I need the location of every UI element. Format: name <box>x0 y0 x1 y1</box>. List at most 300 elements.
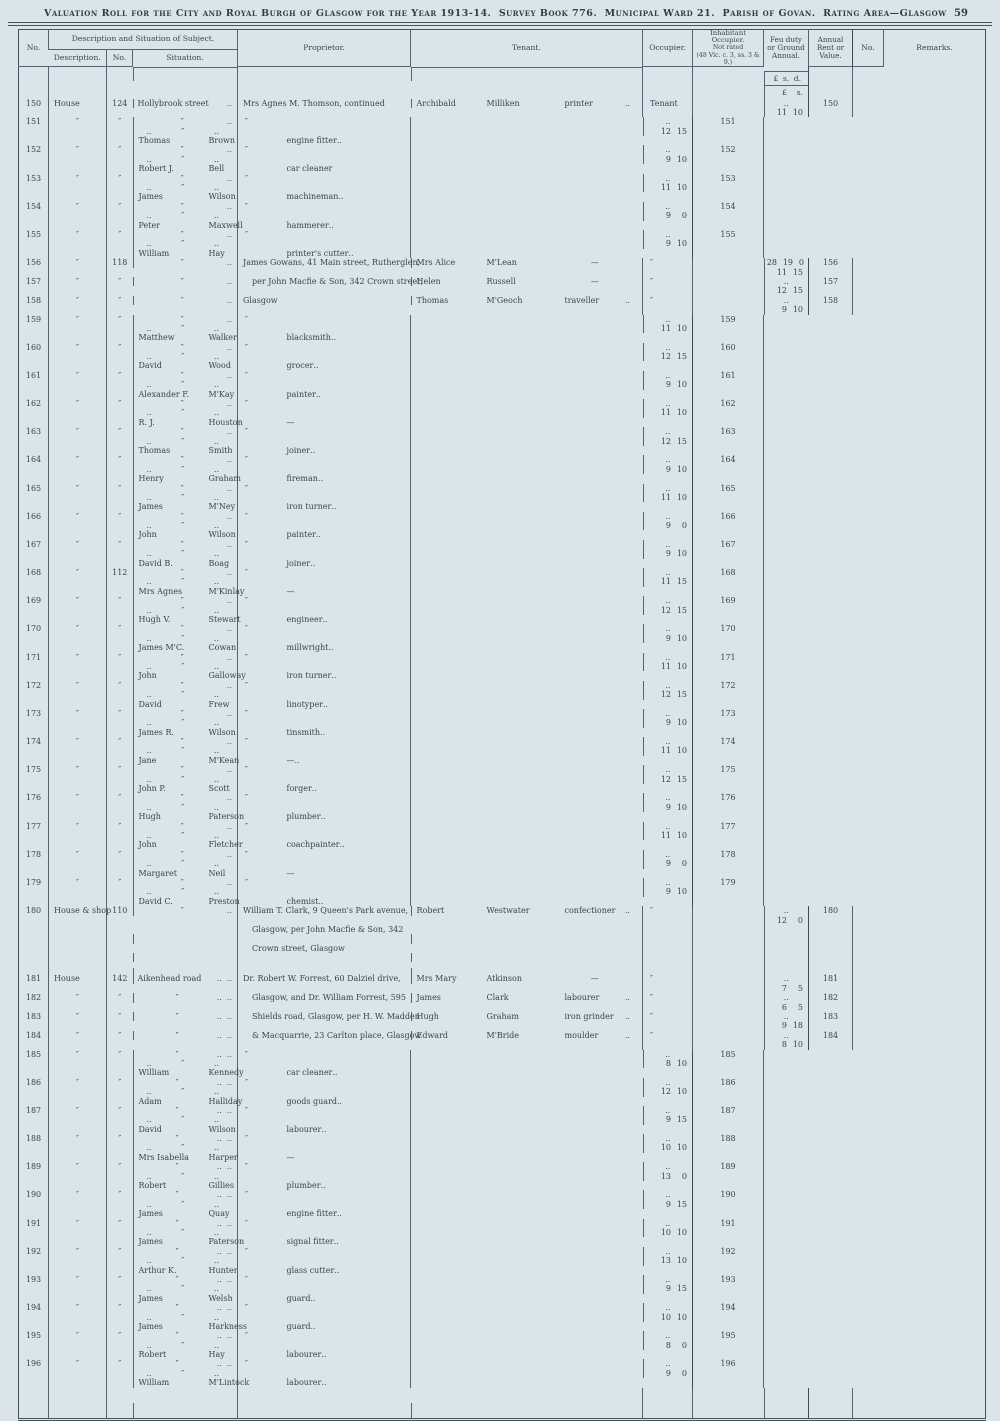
cell-feu-duty <box>643 709 693 718</box>
tenant-surname: Hay <box>208 248 225 258</box>
tenant-surname: Milliken <box>486 98 520 108</box>
cell-proprietor <box>238 906 411 925</box>
description: ″ <box>76 201 79 211</box>
rent-shillings: 10 <box>676 661 687 671</box>
cell-situation <box>133 99 238 108</box>
situation: ″ <box>175 1274 179 1284</box>
situation: ″ <box>180 708 184 718</box>
cell-proprietor <box>133 831 238 840</box>
tenant-occupation: — <box>590 276 599 286</box>
cell-feu-duty <box>643 230 693 239</box>
cell-remarks <box>764 512 809 540</box>
rent-pounds: 8 <box>781 1040 787 1050</box>
cell-occupier <box>643 925 693 944</box>
cell-situation <box>133 455 238 464</box>
dot-leaders: .. <box>146 661 152 671</box>
situation: ″ <box>180 455 184 465</box>
table-row <box>19 540 986 568</box>
rent-shillings: 10 <box>676 1058 687 1068</box>
cell-feu-duty <box>643 878 693 887</box>
col-header-feu-duty: Feu duty or Ground Annual. <box>764 30 809 67</box>
col-header-remarks: Remarks. <box>884 30 986 67</box>
cell-feu-duty <box>764 925 809 934</box>
table-row <box>19 1190 986 1218</box>
cell-entry-no <box>19 1162 49 1190</box>
street-no: ″ <box>118 511 122 521</box>
cell-remarks <box>853 1388 884 1420</box>
tenant-forename: Robert J. <box>138 164 174 174</box>
cell-situation <box>133 540 238 549</box>
cell-feu-duty <box>764 944 809 953</box>
entry-no-right: 192 <box>720 1246 736 1256</box>
rent-shillings: 0 <box>797 915 803 925</box>
tenant-surname: Wilson <box>208 727 236 737</box>
cell-description <box>49 793 107 821</box>
cell-no-right <box>693 202 764 230</box>
cell-annual-rent <box>643 1115 693 1124</box>
cell-inhabitant-occupier <box>411 315 643 343</box>
street-no: ″ <box>118 145 122 155</box>
dot-leaders: .. <box>213 239 219 249</box>
cell-tenant <box>133 643 334 653</box>
rent-shillings: 0 <box>681 1340 687 1350</box>
description: ″ <box>76 539 79 549</box>
table-row <box>19 343 986 371</box>
dot-leaders: .. <box>226 201 232 211</box>
cell-remarks <box>764 1219 809 1247</box>
occupier: ″ <box>245 145 248 155</box>
dot-leaders: .. <box>226 173 232 183</box>
rent-shillings: 0 <box>681 1368 687 1378</box>
description: ″ <box>76 1331 79 1341</box>
tenant-forename: James M'C. <box>138 643 185 653</box>
cell-entry-no <box>19 540 49 568</box>
rent-shillings: 15 <box>676 1115 687 1125</box>
cell-feu-duty <box>643 822 693 831</box>
cell-remarks <box>764 1162 809 1190</box>
rent-shillings: 15 <box>676 436 687 446</box>
situation: ″ <box>175 1134 179 1144</box>
tenant-forename: Peter <box>138 220 161 230</box>
dot-leaders: .. <box>226 276 232 286</box>
table-row <box>19 1219 986 1247</box>
currency-row <box>19 67 986 99</box>
cell-proprietor <box>133 775 238 784</box>
rent-shillings: 10 <box>792 1040 803 1050</box>
entry-no: 151 <box>25 117 42 127</box>
tenant-surname: M'Lintock <box>208 1378 250 1388</box>
cell-no-right <box>809 296 853 315</box>
situation: ″ <box>180 201 184 211</box>
rent-pounds: 11 <box>660 183 671 193</box>
cell-no-right <box>693 230 764 258</box>
entry-no-right: 164 <box>720 455 736 465</box>
cell-description <box>49 822 107 850</box>
dot-leaders: .. <box>310 1293 316 1303</box>
dot-leaders: .. <box>318 896 324 906</box>
dot-leaders: .. <box>665 455 671 465</box>
cell-street-no <box>107 653 133 681</box>
cell-entry-no <box>19 1078 49 1106</box>
entry-no: 167 <box>25 539 42 549</box>
inhabitant-line-2: Not rated <box>712 44 744 52</box>
entry-no: 174 <box>25 737 42 747</box>
cell-no-right <box>809 993 853 1012</box>
situation: ″ <box>180 596 184 606</box>
table-row <box>19 174 986 202</box>
entry-no: 150 <box>25 98 42 108</box>
cell-inhabitant-occupier <box>411 540 643 568</box>
cell-annual-rent <box>643 859 693 868</box>
description: ″ <box>76 821 79 831</box>
cell-inhabitant-occupier <box>411 653 643 681</box>
dot-leaders: .. <box>313 361 319 371</box>
entry-no-right: 183 <box>822 1012 839 1022</box>
situation: ″ <box>180 117 184 127</box>
cell-street-no <box>107 99 133 118</box>
col-header-situation: Situation. <box>133 50 238 67</box>
cell-proprietor <box>133 465 238 474</box>
cell-situation <box>133 906 238 915</box>
cell-situation <box>133 1050 238 1059</box>
entry-no-right: 169 <box>720 596 736 606</box>
street-no: ″ <box>118 765 122 775</box>
cell-proprietor <box>133 1143 238 1152</box>
cell-proprietor <box>133 1087 238 1096</box>
cell-description <box>49 906 112 925</box>
tenant-surname: Scott <box>208 784 230 794</box>
cell-feu-duty <box>764 258 809 267</box>
cell-proprietor <box>133 1200 238 1209</box>
dot-leaders: .. <box>146 774 152 784</box>
cell-feu-duty <box>643 568 693 577</box>
cell-situation <box>133 1162 238 1171</box>
entry-no: 184 <box>25 1030 42 1040</box>
tenant-forename: William <box>138 1068 170 1078</box>
cell-situation <box>133 822 238 831</box>
cell-tenant <box>133 361 319 371</box>
tenant-surname: Wilson <box>208 1124 236 1134</box>
table-row <box>19 230 986 258</box>
rent-shillings: 10 <box>676 239 687 249</box>
cell-annual-rent <box>643 465 693 474</box>
cell-proprietor <box>133 183 238 192</box>
cell-annual-rent <box>643 803 693 812</box>
occupier: ″ <box>245 511 248 521</box>
rent-shillings: 10 <box>676 802 687 812</box>
ditto-mark: ″ <box>181 1340 185 1350</box>
cell-no-right <box>693 1050 764 1078</box>
rent-pounds: 13 <box>660 1171 671 1181</box>
cell-description <box>49 1162 107 1190</box>
cell-inhabitant-occupier <box>411 512 643 540</box>
description: ″ <box>76 1246 79 1256</box>
dot-leaders <box>295 1153 309 1162</box>
description: ″ <box>76 596 79 606</box>
tenant-surname: Gillies <box>208 1181 234 1191</box>
dot-leaders: .. <box>665 708 671 718</box>
cell-entry-no <box>19 399 49 427</box>
dot-leaders: .. <box>665 568 671 578</box>
occupier: ″ <box>245 652 248 662</box>
cell-remarks <box>764 1134 809 1162</box>
occupier: ″ <box>245 1105 248 1115</box>
rent-pounds: 9 <box>665 521 671 531</box>
dot-leaders: .. <box>226 98 232 108</box>
dot-leaders: .. <box>310 445 316 455</box>
cell-description <box>49 371 107 399</box>
cell-inhabitant-occupier <box>411 568 643 596</box>
situation: ″ <box>180 370 184 380</box>
cell-annual-rent <box>764 1040 809 1049</box>
table-row <box>19 202 986 230</box>
rent-shillings: 15 <box>676 690 687 700</box>
street-no: ″ <box>118 1246 122 1256</box>
tenant-forename: Robert <box>138 1181 167 1191</box>
rent-pounds: 7 <box>781 983 787 993</box>
rent-shillings: 10 <box>676 1228 687 1237</box>
rent-shillings: 18 <box>792 1021 803 1031</box>
situation: ″ <box>180 680 184 690</box>
cell-remarks <box>764 1331 809 1359</box>
rent-pounds: 12 <box>660 605 671 615</box>
cell-remarks <box>764 1050 809 1078</box>
dot-leaders: .. <box>226 145 232 155</box>
municipal-ward-label: Municipal Ward 21. <box>604 8 716 19</box>
cell-street-no <box>107 371 133 399</box>
cell-inhabitant-occupier <box>411 117 643 145</box>
dot-leaders: .. <box>146 154 152 164</box>
dot-leaders: .. <box>336 1209 342 1219</box>
cell-entry-no <box>19 624 49 652</box>
cell-tenant <box>411 934 643 943</box>
tenant-surname: Halliday <box>208 1096 243 1106</box>
dot-leaders: .. <box>328 220 334 230</box>
cell-description <box>49 99 107 118</box>
situation: ″ <box>180 765 184 775</box>
description: ″ <box>76 765 79 775</box>
cell-feu-duty <box>643 371 693 380</box>
cell-proprietor <box>238 1030 422 1050</box>
cell-proprietor <box>133 718 238 727</box>
cell-feu-duty <box>764 99 809 108</box>
description: ″ <box>76 680 79 690</box>
cell-situation <box>133 624 238 633</box>
situation: ″ <box>180 427 184 437</box>
cell-situation <box>133 315 238 324</box>
occupier: ″ <box>650 1030 653 1040</box>
tenant-surname: M'Kean <box>208 755 240 765</box>
street-no: ″ <box>118 1105 122 1115</box>
cell-entry-no <box>19 315 49 343</box>
cell-remarks <box>853 962 884 974</box>
cell-situation <box>133 1219 238 1228</box>
dot-leaders: .. <box>665 399 671 409</box>
tenant-surname: Smith <box>208 445 233 455</box>
cell-proprietor <box>238 925 411 944</box>
cell-annual-rent <box>643 1228 693 1237</box>
street-no: ″ <box>118 1162 122 1172</box>
cell-annual-rent <box>643 155 693 164</box>
dot-leaders: .. <box>665 1077 671 1087</box>
cell-tenant <box>133 417 295 427</box>
rent-pounds: 9 <box>665 887 671 897</box>
situation: Aikenhead road <box>137 974 202 984</box>
occupier: ″ <box>245 1246 248 1256</box>
tenant-forename: Edward <box>416 1030 449 1040</box>
entry-no: 156 <box>25 258 42 268</box>
cell-situation <box>133 1359 238 1368</box>
cell-street-no <box>107 793 133 821</box>
cell-description <box>49 709 107 737</box>
tenant-surname: Galloway <box>208 671 246 681</box>
ditto-mark: ″ <box>181 183 185 193</box>
entry-no: 159 <box>25 314 42 324</box>
cell-description <box>49 962 107 974</box>
dot-leaders: .. <box>226 708 232 718</box>
rent-shillings: 0 <box>681 1171 687 1181</box>
dot-leaders: .. <box>321 1124 327 1134</box>
cell-entry-no <box>19 117 49 145</box>
dot-leaders: .. <box>146 633 152 643</box>
dot-leaders: .. <box>328 643 334 653</box>
cell-annual-rent <box>643 887 693 896</box>
tenant-surname: Graham <box>208 474 241 484</box>
cell-entry-no <box>19 962 49 974</box>
ditto-mark: ″ <box>181 887 185 897</box>
cell-remarks <box>764 1359 809 1387</box>
cell-situation <box>133 1303 238 1312</box>
cell-no-right <box>693 1247 764 1275</box>
rows-body <box>19 67 986 1420</box>
entry-no: 158 <box>25 295 42 305</box>
cell-street-no <box>107 850 133 878</box>
cell-proprietor <box>133 127 238 136</box>
entry-no-right: 185 <box>720 1049 736 1059</box>
cell-tenant <box>411 67 643 81</box>
entry-no-right: 175 <box>720 765 736 775</box>
cell-feu-duty <box>643 174 693 183</box>
situation: ″ <box>180 568 184 578</box>
cell-tenant <box>133 389 321 399</box>
cell-situation <box>133 653 238 662</box>
tenant-occupation: — <box>286 868 295 878</box>
cell-remarks <box>764 1303 809 1331</box>
cell-street-no <box>107 117 133 145</box>
dot-leaders: .. <box>331 502 337 512</box>
cell-situation <box>133 793 238 802</box>
tenant-occupation: plumber <box>286 1181 321 1191</box>
entry-no-right: 186 <box>720 1077 736 1087</box>
street-no: ″ <box>118 1190 122 1200</box>
description: ″ <box>76 314 79 324</box>
entry-no: 162 <box>25 399 42 409</box>
cell-description <box>49 653 107 681</box>
dot-leaders: .. .. <box>216 1246 232 1256</box>
entry-no-right: 174 <box>720 737 736 747</box>
feu-pounds: 28 <box>766 258 777 268</box>
page-header <box>44 8 968 19</box>
situation: ″ <box>180 276 184 286</box>
dot-leaders: .. <box>146 1228 152 1237</box>
cell-annual-rent <box>764 1403 809 1418</box>
description: ″ <box>76 258 79 268</box>
cell-no-right <box>693 681 764 709</box>
tenant-forename: James <box>138 1293 163 1303</box>
table-row <box>19 427 986 455</box>
tenant-occupation: tinsmith <box>286 727 321 737</box>
dot-leaders: .. <box>334 1265 340 1275</box>
cell-description <box>49 315 107 343</box>
tenant-forename: David <box>138 361 162 371</box>
cell-proprietor <box>133 690 238 699</box>
dot-leaders: .. <box>213 464 219 474</box>
cell-feu-duty <box>764 1388 809 1403</box>
dot-leaders: .. .. <box>216 1359 232 1369</box>
description: ″ <box>76 737 79 747</box>
cell-annual-rent <box>764 268 809 277</box>
dot-leaders: .. .. <box>216 1303 232 1313</box>
table-row <box>19 484 986 512</box>
street-no: ″ <box>118 596 122 606</box>
rating-area-label: Rating Area—Glasgow <box>823 8 947 19</box>
cell-inhabitant-occupier <box>411 822 643 850</box>
cell-street-no <box>107 296 133 315</box>
dot-leaders: .. <box>226 737 232 747</box>
tenant-occupation: — <box>286 586 295 596</box>
dot-leaders: .. <box>213 633 219 643</box>
tenant-occupation: joiner <box>286 445 311 455</box>
ditto-mark: ″ <box>181 211 185 221</box>
dot-leaders: .. <box>213 718 219 728</box>
dot-leaders: .. <box>226 399 232 409</box>
rent-shillings: 5 <box>797 983 803 993</box>
cell-description <box>49 174 107 202</box>
rent-pounds: 11 <box>660 746 671 756</box>
tenant-surname: Neil <box>208 868 226 878</box>
dot-leaders: .. <box>226 229 232 239</box>
tenant-occupation: fireman <box>286 474 318 484</box>
cell-no-right <box>693 145 764 173</box>
cell-annual-rent <box>764 953 809 962</box>
description: ″ <box>76 993 79 1003</box>
cell-entry-no <box>19 878 49 906</box>
rent-shillings: 10 <box>676 887 687 897</box>
cell-annual-rent <box>643 380 693 389</box>
cell-situation <box>133 230 238 239</box>
dot-leaders: .. <box>146 436 152 446</box>
rent-shillings: 0 <box>681 521 687 531</box>
cell-occupier <box>643 296 693 315</box>
situation: ″ <box>180 295 184 305</box>
entry-no: 189 <box>25 1162 42 1172</box>
cell-annual-rent <box>764 984 809 993</box>
dot-leaders: .. <box>665 652 671 662</box>
cell-proprietor <box>133 1284 238 1293</box>
feu-pence-symbol: d. <box>793 73 801 83</box>
cell-no-right <box>693 512 764 540</box>
occupier: ″ <box>245 765 248 775</box>
street-no: ″ <box>118 370 122 380</box>
tenant-occupation: millwright <box>286 643 329 653</box>
street-no: ″ <box>118 229 122 239</box>
cell-no-right <box>693 343 764 371</box>
tenant-occupation: iron turner <box>286 502 332 512</box>
description: ″ <box>76 483 79 493</box>
dot-leaders: .. <box>213 1256 219 1266</box>
dot-leaders: .. <box>665 1105 671 1115</box>
entry-no-right: 193 <box>720 1274 736 1284</box>
